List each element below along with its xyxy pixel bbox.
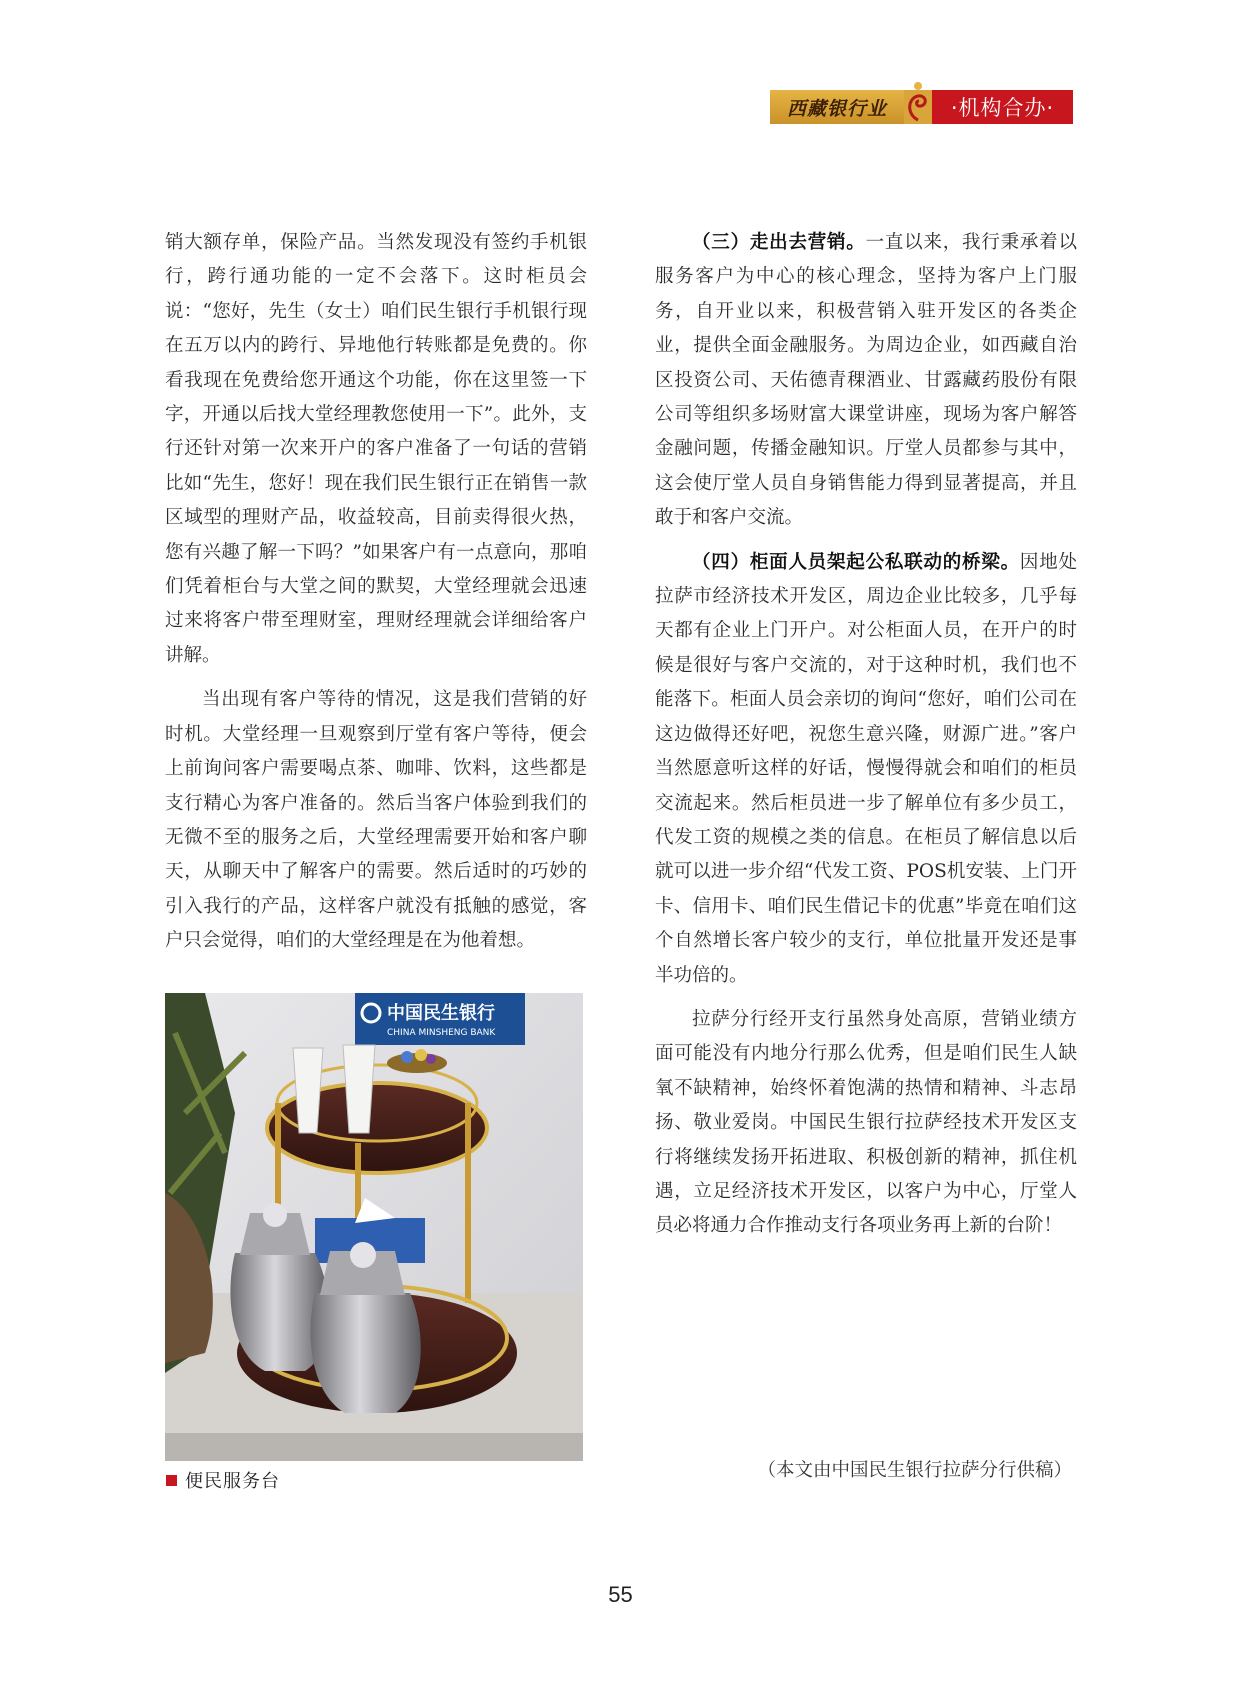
caption-marker-icon xyxy=(166,1475,177,1486)
paragraph-section-4 xyxy=(655,546,1077,993)
article-source: （本文由中国民生银行拉萨分行供稿） xyxy=(757,1460,1072,1481)
left-column xyxy=(165,226,587,959)
swirl-ornament-icon xyxy=(904,80,932,124)
photo-caption xyxy=(166,1467,280,1493)
paragraph: 拉萨分行经开支行虽然身处高原，营销业绩方面可能没有内地分行那么优秀，但是咱们民生人缺氧不缺精神，始终怀着饱满的热情和精神、斗志昂扬、敬业爱岗。中国民生银行拉萨经技术开发区支行将继续发扬开拓进取、积极创新的精神，抓住机遇，立足经济技术开发区，以客户为中心，厅堂人员必将通力合作推动支行各项业务再上新的台阶！ xyxy=(655,1008,1077,1237)
service-desk-photo xyxy=(165,993,583,1461)
caption-text: 便民服务台 xyxy=(185,1471,280,1492)
page-number: 55 xyxy=(608,1582,633,1607)
bank-sign-en: CHINA MINSHENG BANK xyxy=(387,1028,496,1038)
section-heading: （三）走出去营销。 xyxy=(692,232,866,253)
section-heading: （四）柜面人员架起公私联动的桥梁。 xyxy=(692,551,1020,573)
paragraph-section-3 xyxy=(655,226,1077,536)
section-title: ·机构合办· xyxy=(932,90,1073,124)
section-header xyxy=(770,90,1073,124)
paragraph: 当出现有客户等待的情况，这是我们营销的好时机。大堂经理一旦观察到厅堂有客户等待，便会上前询问客户需要喝点茶、咖啡、饮料，这些都是支行精心为客户准备的。然后当客户体验到我们的无微不至的服务之后，大堂经理需要开始和客户聊天，从聊天中了解客户的需要。然后适时的巧妙的引入我行的产品，这样客户就没有抵触的感觉，客户只会觉得，咱们的大堂经理是在为他着想。 xyxy=(165,689,587,952)
section-body: 一直以来，我行秉承着以服务客户为中心的核心理念，坚持为客户上门服务，自开业以来，积极营销入驻开发区的各类企业，提供全面金融服务。为周边企业，如西藏自治区投资公司、天佑德青稞酒业、甘露藏药股份有限公司等组织多场财富大课堂讲座，现场为客户解答金融问题，传播金融知识。厅堂人员都参与其中，这会使厅堂人员自身销售能力得到显著提高，并且敢于和客户交流。 xyxy=(655,232,1077,529)
bank-sign-cn: 中国民生银行 xyxy=(387,1003,495,1024)
paragraph: 销大额存单，保险产品。当然发现没有签约手机银行，跨行通功能的一定不会落下。这时柜员会说：“您好，先生（女士）咱们民生银行手机银行现在五万以内的跨行、异地他行转账都是免费的。你看我现在免费给您开通这个功能，你在这里签一下字，开通以后找大堂经理教您使用一下”。此外，支行还针对第一次来开户的客户准备了一句话的营销比如“先生，您好！现在我们民生银行正在销售一款区域型的理财产品，收益较高，目前卖得很火热，您有兴趣了解一下吗？”如果客户有一点意向，那咱们凭着柜台与大堂之间的默契，大堂经理就会迅速过来将客户带至理财室，理财经理就会详细给客户讲解。 xyxy=(165,232,587,666)
section-body: 因地处拉萨市经济技术开发区，周边企业比较多，几乎每天都有企业上门开户。对公柜面人员，在开户的时候是很好与客户交流的，对于这种时机，我们也不能落下。柜面人员会亲切的询问“您好，咱们公司在这边做得还好吧，祝您生意兴隆，财源广进。”客户当然愿意听这样的好话，慢慢得就会和咱们的柜员交流起来。然后柜员进一步了解单位有多少员工，代发工资的规模之类的信息。在柜员了解信息以后就可以进一步介绍“代发工资、POS机安装、上门开卡、信用卡、咱们民生借记卡的优惠”毕竟在咱们这个自然增长客户较少的支行，单位批量开发还是事半功倍的。 xyxy=(655,551,1077,986)
right-column xyxy=(655,226,1077,1254)
magazine-logo: 西藏银行业 xyxy=(770,90,904,124)
